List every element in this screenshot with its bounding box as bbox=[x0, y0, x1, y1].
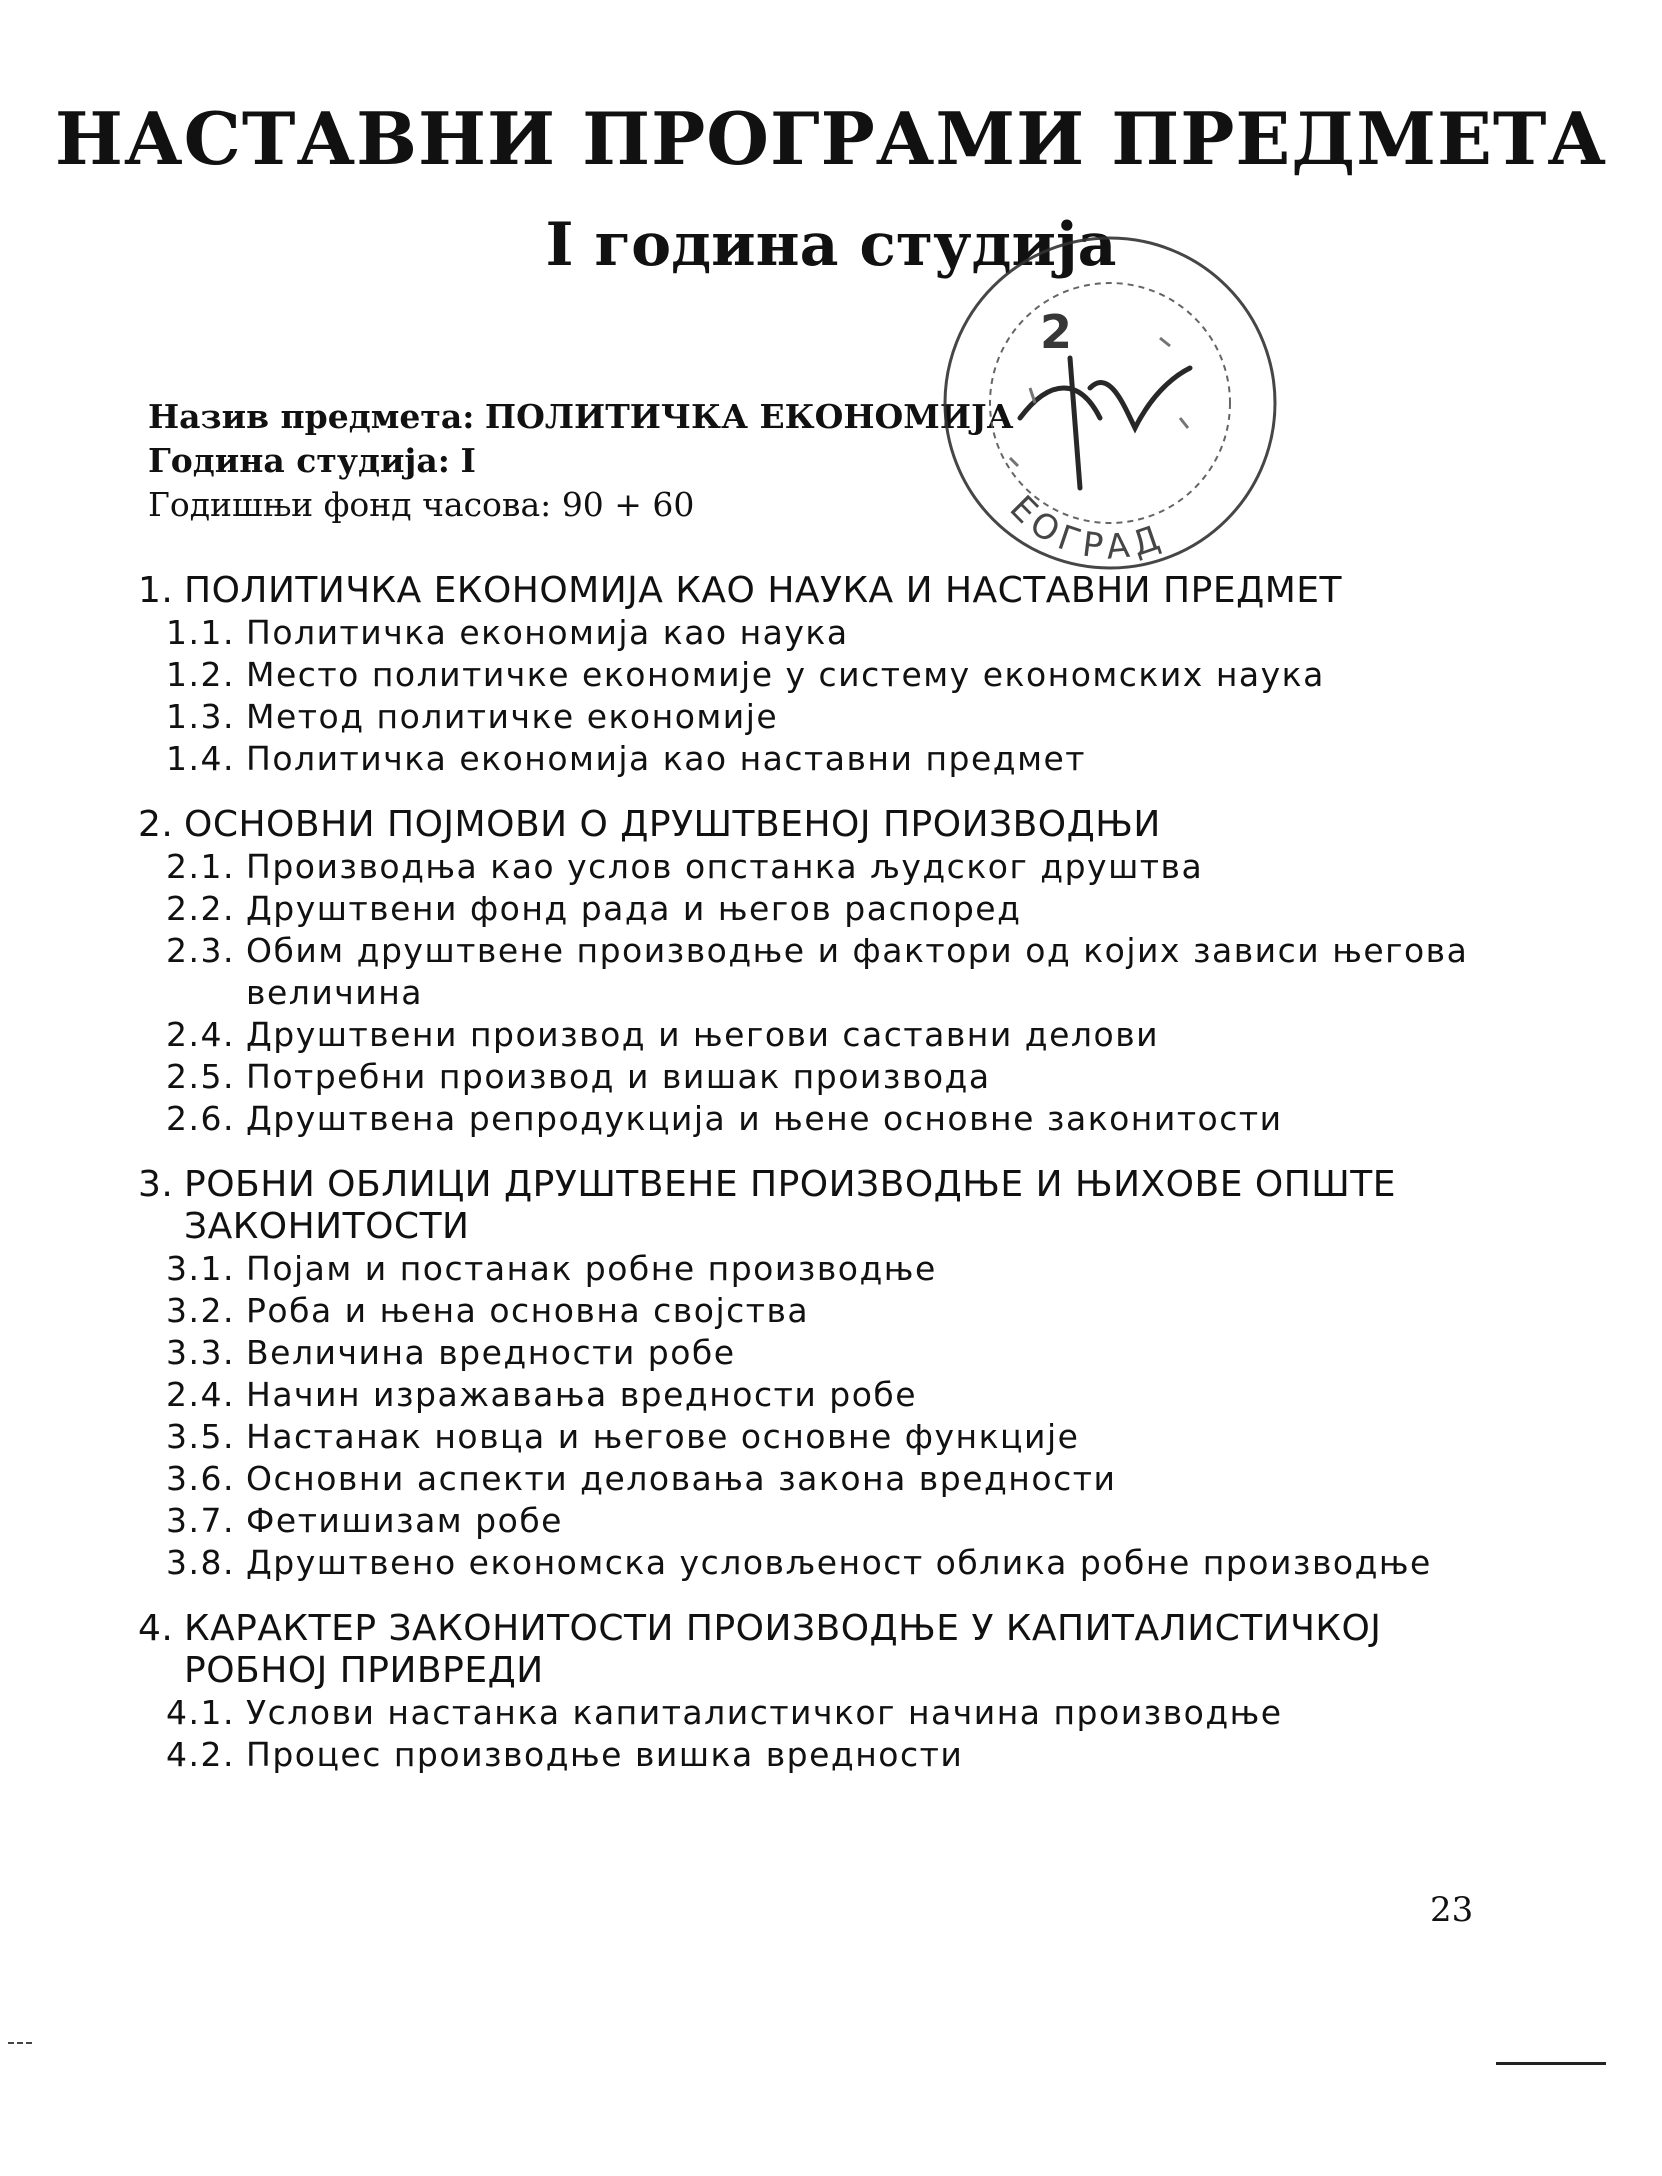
item-number: 4.2. bbox=[166, 1735, 235, 1774]
signature-mark bbox=[1020, 358, 1190, 488]
study-year-value: I bbox=[460, 441, 476, 480]
annual-hours-label: Годишњи фонд часова: bbox=[148, 485, 552, 524]
item-text: Друштвено економска условљеност облика робне производње bbox=[246, 1543, 1432, 1582]
item-text: Друштвени фонд рада и његов распоред bbox=[246, 889, 1022, 928]
item-number: 2.1. bbox=[166, 847, 235, 886]
margin-mark bbox=[8, 2042, 32, 2047]
section-heading bbox=[138, 1164, 1498, 1248]
item-text: Појам и постанак робне производње bbox=[246, 1249, 937, 1288]
page-title: НАСТАВНИ ПРОГРАМИ ПРЕДМЕТА bbox=[54, 96, 1608, 181]
item-number: 2.6. bbox=[166, 1099, 235, 1138]
outline-item bbox=[138, 1014, 1498, 1056]
annual-hours-value: 90 + 60 bbox=[561, 485, 695, 524]
item-text: Процес производње вишка вредности bbox=[246, 1735, 964, 1774]
study-year-line bbox=[148, 439, 1048, 483]
official-stamp bbox=[920, 228, 1300, 588]
outline-item bbox=[138, 738, 1498, 780]
item-number: 1.4. bbox=[166, 739, 235, 778]
outline-item bbox=[138, 1458, 1498, 1500]
item-number: 4.1. bbox=[166, 1693, 235, 1732]
outline-item bbox=[138, 1290, 1498, 1332]
footer-rule bbox=[1496, 2062, 1606, 2065]
section-title: КАРАКТЕР ЗАКОНИТОСТИ ПРОИЗВОДЊЕ У КАПИТАЛИСТИЧКОЈ РОБНОЈ ПРИВРЕДИ bbox=[184, 1608, 1382, 1691]
item-text: Фетишизам робе bbox=[246, 1501, 563, 1540]
stamp-inner-ring bbox=[990, 283, 1230, 523]
outline-item bbox=[138, 1734, 1498, 1776]
item-number: 3.5. bbox=[166, 1417, 235, 1456]
item-number: 1.3. bbox=[166, 697, 235, 736]
annual-hours-line bbox=[148, 483, 1048, 527]
section-title: РОБНИ ОБЛИЦИ ДРУШТВЕНЕ ПРОИЗВОДЊЕ И ЊИХОВЕ ОПШТЕ ЗАКОНИТОСТИ bbox=[184, 1164, 1397, 1247]
item-number: 2.5. bbox=[166, 1057, 235, 1096]
stamp-number: 2 bbox=[1040, 305, 1073, 359]
section-number: 2. bbox=[138, 804, 174, 845]
item-number: 3.8. bbox=[166, 1543, 235, 1582]
item-number: 2.4. bbox=[166, 1375, 235, 1414]
item-text: Друштвени производ и његови саставни делови bbox=[246, 1015, 1160, 1054]
item-text: Политичка економија као наставни предмет bbox=[246, 739, 1087, 778]
item-text: Основни аспекти деловања закона вредности bbox=[246, 1459, 1117, 1498]
subject-name-value: ПОЛИТИЧКА ЕКОНОМИЈА bbox=[484, 397, 1014, 436]
outline-item bbox=[138, 1374, 1498, 1416]
item-number: 1.1. bbox=[166, 613, 235, 652]
item-text: Место политичке економије у систему економских наука bbox=[246, 655, 1325, 694]
outline-item bbox=[138, 930, 1498, 1014]
section-heading bbox=[138, 804, 1498, 846]
item-text: Услови настанка капиталистичког начина производње bbox=[246, 1693, 1283, 1732]
section-title: ОСНОВНИ ПОЈМОВИ О ДРУШТВЕНОЈ ПРОИЗВОДЊИ bbox=[184, 804, 1161, 845]
page-subtitle: I година студија bbox=[545, 210, 1117, 280]
section-title: ПОЛИТИЧКА ЕКОНОМИЈА КАО НАУКА И НАСТАВНИ ПРЕДМЕТ bbox=[184, 570, 1342, 611]
outline-section bbox=[138, 570, 1498, 780]
outline-item bbox=[138, 1692, 1498, 1734]
item-text: Начин изражавања вредности робе bbox=[246, 1375, 918, 1414]
section-heading bbox=[138, 1608, 1498, 1692]
section-number: 3. bbox=[138, 1164, 174, 1205]
outline-item bbox=[138, 696, 1498, 738]
item-number: 1.2. bbox=[166, 655, 235, 694]
item-text: Политичка економија као наука bbox=[246, 613, 849, 652]
item-number: 2.3. bbox=[166, 931, 235, 970]
stamp-outer-ring bbox=[945, 238, 1275, 568]
item-number: 3.2. bbox=[166, 1291, 235, 1330]
subject-name-label: Назив предмета: bbox=[148, 397, 475, 436]
item-number: 3.7. bbox=[166, 1501, 235, 1540]
outline-section bbox=[138, 1164, 1498, 1584]
outline-item bbox=[138, 846, 1498, 888]
section-number: 1. bbox=[138, 570, 174, 611]
section-number: 4. bbox=[138, 1608, 174, 1649]
item-number: 3.1. bbox=[166, 1249, 235, 1288]
item-text: Роба и њена основна својства bbox=[246, 1291, 810, 1330]
study-year-label: Година студија: bbox=[148, 441, 450, 480]
outline-item bbox=[138, 1332, 1498, 1374]
item-number: 3.3. bbox=[166, 1333, 235, 1372]
outline-item bbox=[138, 1098, 1498, 1140]
item-number: 2.4. bbox=[166, 1015, 235, 1054]
item-text: Настанак новца и његове основне функције bbox=[246, 1417, 1080, 1456]
outline-item bbox=[138, 888, 1498, 930]
outline-section bbox=[138, 804, 1498, 1140]
outline-item bbox=[138, 1500, 1498, 1542]
outline-item bbox=[138, 1542, 1498, 1584]
item-text: Потребни производ и вишак производа bbox=[246, 1057, 991, 1096]
page-number: 23 bbox=[1430, 1890, 1474, 1930]
outline-item bbox=[138, 654, 1498, 696]
outline-item bbox=[138, 1056, 1498, 1098]
item-number: 2.2. bbox=[166, 889, 235, 928]
item-text: Обим друштвене производње и фактори од којих зависи његова величина bbox=[246, 931, 1469, 1012]
item-text: Производња као услов опстанка људског друштва bbox=[246, 847, 1204, 886]
item-text: Метод политичке економије bbox=[246, 697, 779, 736]
course-outline bbox=[138, 570, 1498, 1800]
outline-item bbox=[138, 1248, 1498, 1290]
subject-info bbox=[148, 395, 1048, 527]
item-text: Величина вредности робе bbox=[246, 1333, 736, 1372]
subject-name-line bbox=[148, 395, 1048, 439]
outline-section bbox=[138, 1608, 1498, 1776]
item-text: Друштвена репродукција и њене основне законитости bbox=[246, 1099, 1283, 1138]
outline-item bbox=[138, 1416, 1498, 1458]
outline-item bbox=[138, 612, 1498, 654]
item-number: 3.6. bbox=[166, 1459, 235, 1498]
stamp-city-text: ЕОГРАД bbox=[1001, 488, 1171, 568]
